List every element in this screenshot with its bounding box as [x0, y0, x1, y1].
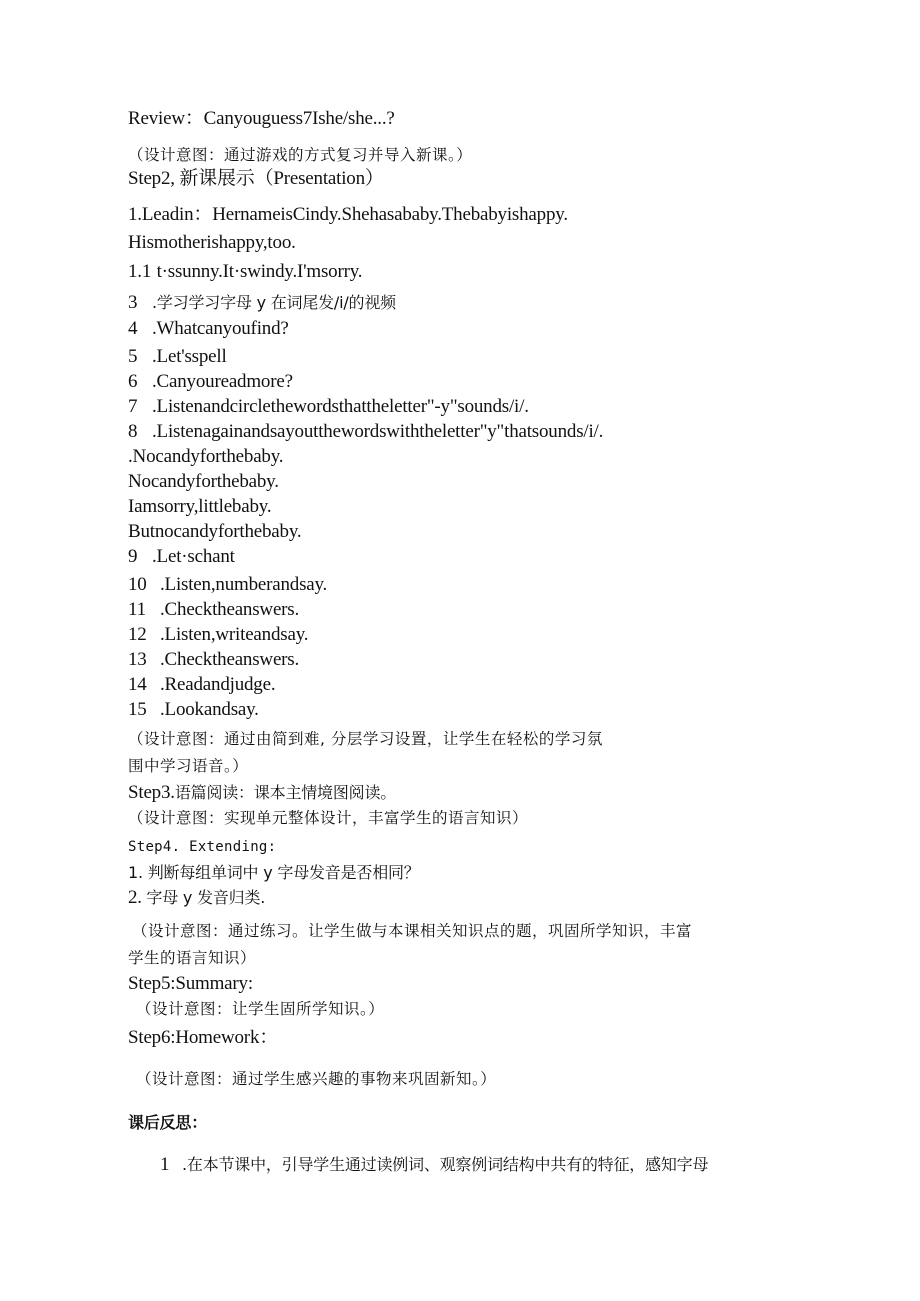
design-note-2b: 围中学习语音。）	[128, 757, 249, 775]
item-text: .Listenagainandsayoutthewordswiththeletter"y"thatsounds/i/.	[152, 421, 604, 442]
list-item-13	[128, 649, 299, 671]
reflection-title: 课后反思：	[128, 1113, 208, 1132]
item-text: .学习学习字母 y 在词尾发/i/的视频	[152, 293, 396, 312]
item-text: .Checktheanswers.	[160, 599, 300, 620]
chant-line-2: Nocandyforthebaby.	[128, 471, 279, 492]
item-number: 6	[128, 371, 138, 392]
item-number: 15	[128, 699, 147, 720]
step4-item-2	[128, 887, 265, 909]
step3-text: 语篇阅读：课本主情境图阅读。	[174, 783, 397, 802]
item-text: .Readandjudge.	[160, 674, 276, 695]
item-number: 1	[160, 1154, 170, 1175]
list-item-9	[128, 546, 235, 568]
list-item-6	[128, 371, 293, 393]
item-text: .Listen,writeandsay.	[160, 624, 309, 645]
list-item-5	[128, 346, 227, 368]
list-item-1-1	[128, 261, 362, 283]
design-note-5: （设计意图：让学生固所学知识。）	[136, 1000, 385, 1018]
item-number: 1.1	[128, 261, 152, 282]
item-text: .Checktheanswers.	[160, 649, 300, 670]
item-text: .Listen,numberandsay.	[160, 574, 328, 595]
step4-heading: Step4. Extending:	[128, 839, 277, 855]
list-item-8	[128, 421, 603, 443]
leadin-line-2: Hismotherishappy,too.	[128, 232, 296, 253]
list-item-15	[128, 699, 259, 721]
design-note-6: （设计意图：通过学生感兴趣的事物来巩固新知。）	[136, 1070, 497, 1088]
review-line: Review：Canyouguess7Ishe/she...?	[128, 108, 395, 129]
step5-heading: Step5:Summary:	[128, 973, 253, 994]
item-number: 11	[128, 599, 146, 620]
item-number: 3	[128, 292, 138, 313]
item-text: .Listenandcirclethewordsthattheletter"-y"sounds/i/.	[152, 396, 529, 417]
step6-heading: Step6:Homework：	[128, 1027, 279, 1048]
step4-item-1: 1. 判断每组单词中 y 字母发音是否相同？	[128, 863, 420, 882]
list-item-11	[128, 599, 299, 621]
design-note-4b: 学生的语言知识）	[128, 949, 257, 967]
item-text: .Canyoureadmore?	[152, 371, 293, 392]
chant-line-1: .Nocandyforthebaby.	[128, 446, 284, 467]
item-text: .在本节课中，引导学生通过读例词、观察例词结构中共有的特征，感知字母	[182, 1155, 709, 1174]
item-text: t·ssunny.It·swindy.I'msorry.	[156, 261, 363, 282]
design-note-1: （设计意图：通过游戏的方式复习并导入新课。）	[128, 146, 473, 164]
item-number: 12	[128, 624, 147, 645]
item-text: .Let'sspell	[152, 346, 227, 367]
list-item-7	[128, 396, 529, 418]
item-number: 10	[128, 574, 147, 595]
step3-heading	[128, 782, 396, 804]
step2-heading: Step2, 新课展示（Presentation）	[128, 168, 384, 189]
item-text: .Let·schant	[152, 546, 235, 567]
design-note-2a: （设计意图：通过由简到难, 分层学习设置，让学生在轻松的学习氛	[128, 730, 603, 748]
reflection-item-1	[160, 1154, 708, 1176]
item-number: 4	[128, 318, 138, 339]
item-text: .Lookandsay.	[160, 699, 259, 720]
item-number: 5	[128, 346, 138, 367]
design-note-3: （设计意图：实现单元整体设计，丰富学生的语言知识）	[128, 809, 529, 827]
step3-label: Step3.	[128, 782, 175, 803]
list-item-14	[128, 674, 275, 696]
item-number: 13	[128, 649, 147, 670]
item-number: 7	[128, 396, 138, 417]
list-item-10	[128, 574, 327, 596]
item-text: 字母 y 发音归类.	[146, 888, 266, 907]
item-number: 2.	[128, 887, 142, 908]
list-item-4	[128, 318, 289, 340]
item-text: .Whatcanyoufind?	[152, 318, 289, 339]
item-number: 8	[128, 421, 138, 442]
chant-line-4: Butnocandyforthebaby.	[128, 521, 302, 542]
chant-line-3: Iamsorry,littlebaby.	[128, 496, 272, 517]
design-note-4a: （设计意图：通过练习。让学生做与本课相关知识点的题，巩固所学知识，丰富	[132, 922, 693, 940]
item-number: 14	[128, 674, 147, 695]
item-number: 9	[128, 546, 138, 567]
list-item-12	[128, 624, 308, 646]
leadin-line-1: 1.Leadin：HernameisCindy.Shehasababy.Thebabyishappy.	[128, 204, 568, 225]
list-item-3	[128, 292, 396, 314]
